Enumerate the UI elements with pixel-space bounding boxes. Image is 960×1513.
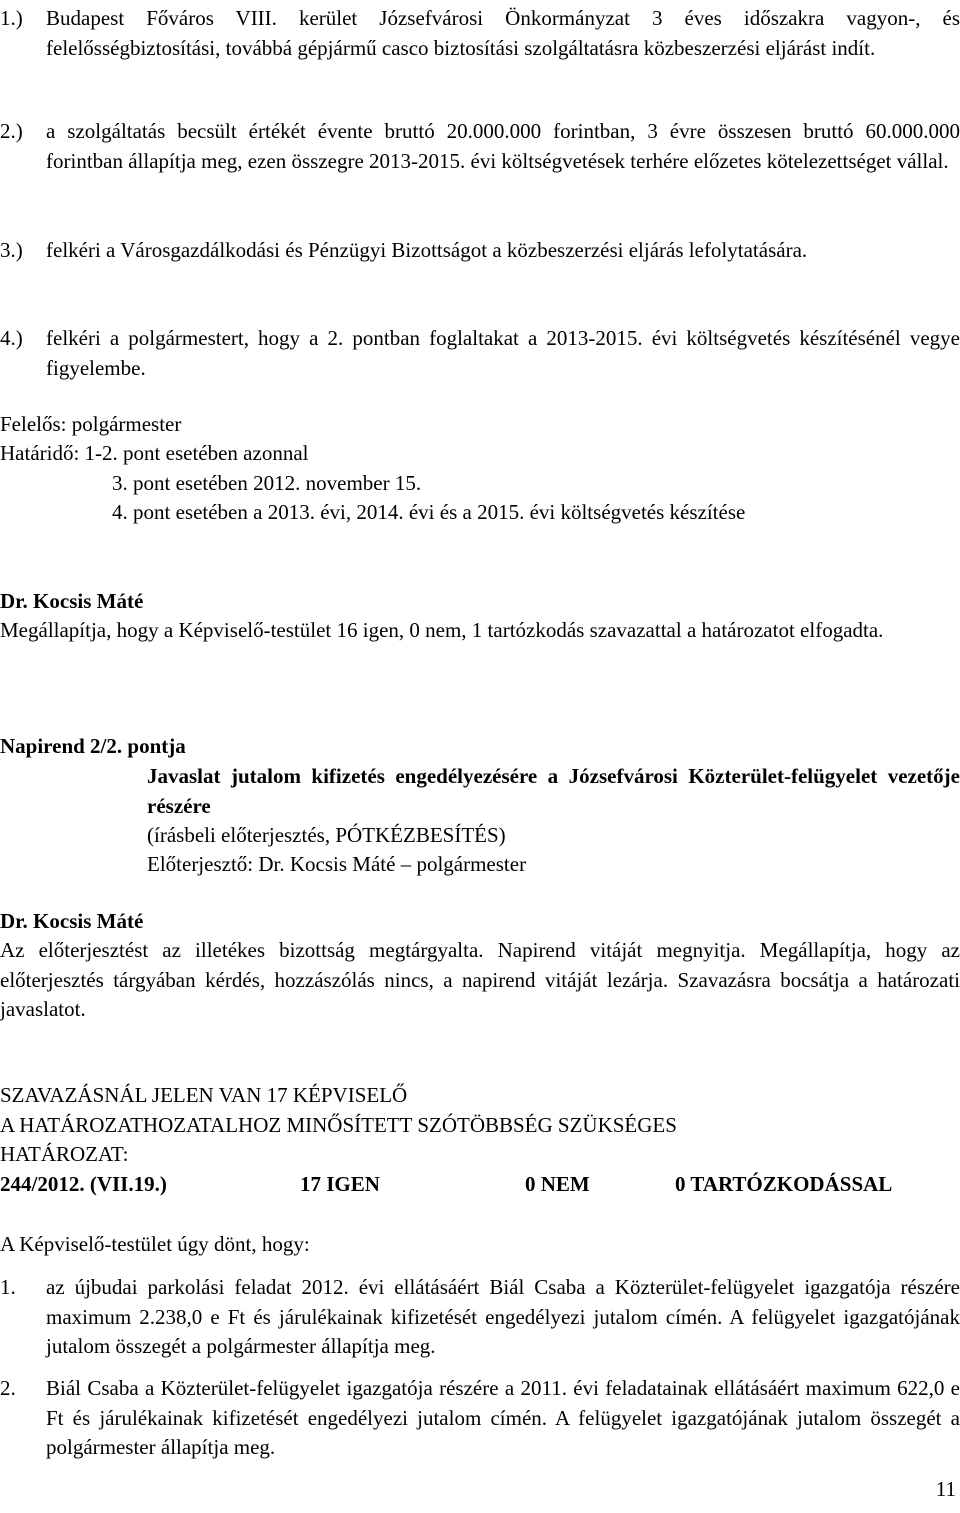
item-1 <box>0 4 960 63</box>
decision-number: 2. <box>0 1376 16 1400</box>
decision-text: az újbudai parkolási feladat 2012. évi ellátásáért Biál Csaba a Közterület-felügyelet igazgatója részére maximum 2.238,0 e Ft és járulékainak kifizetését engedélyezi jutalom címén. A felügyelet igazgatójának jutalom összegét a polgármester állapítja meg. <box>46 1275 960 1358</box>
item-text: felkéri a polgármestert, hogy a 2. pontban foglaltakat a 2013-2015. évi költségvetés készítésénél vegye figyelembe. <box>46 326 960 380</box>
speaker-name: Dr. Kocsis Máté <box>0 589 144 613</box>
item-text: felkéri a Városgazdálkodási és Pénzügyi Bizottságot a közbeszerzési eljárás lefolytatására. <box>46 238 808 262</box>
agenda-title: Javaslat jutalom kifizetés engedélyezésére a Józsefvárosi Közterület-felügyelet vezetője részére <box>147 764 960 818</box>
decision-text: Biál Csaba a Közterület-felügyelet igazgatója részére a 2011. évi feladatainak ellátásáért maximum 622,0 e Ft és járulékainak kifizetését engedélyezi jutalom címén. A felügyelet igazgatójának jutalom összegét a polgármester állapítja meg. <box>46 1376 960 1459</box>
decision-intro: A Képviselő-testület úgy dönt, hogy: <box>0 1232 310 1256</box>
decision-item-2 <box>0 1374 960 1463</box>
item-number: 3.) <box>0 238 23 262</box>
item-text: Budapest Főváros VIII. kerület Józsefvárosi Önkormányzat 3 éves időszakra vagyon-, és felelősségbiztosítási, továbbá gépjármű casco biztosítási szolgáltatásra közbeszerzési eljárást indít. <box>46 6 960 60</box>
deadline-line: 3. pont esetében 2012. november 15. <box>112 471 422 495</box>
vote-majority: A HATÁROZATHOZATALHOZ MINŐSÍTETT SZÓTÖBBSÉG SZÜKSÉGES <box>0 1113 677 1137</box>
item-2 <box>0 117 960 176</box>
speaker-statement: Az előterjesztést az illetékes bizottság megtárgyalta. Napirend vitáját megnyitja. Megállapítja, hogy az előterjesztés tárgyában kérdés, hozzászólás nincs, a napirend vitáját lezárja. Szavazásra bocsátja a határozati javaslatot. <box>0 938 960 1021</box>
vote-present: SZAVAZÁSNÁL JELEN VAN 17 KÉPVISELŐ <box>0 1083 408 1107</box>
item-number: 2.) <box>0 119 23 143</box>
item-4 <box>0 324 960 383</box>
vote-yes: 17 IGEN <box>300 1172 380 1196</box>
vote-no: 0 NEM <box>525 1172 590 1196</box>
responsible: Felelős: polgármester <box>0 412 182 436</box>
item-text: a szolgáltatás becsült értékét évente bruttó 20.000.000 forintban, 3 évre összesen bruttó 60.000.000 forintban állapítja meg, ezen összegre 2013-2015. évi költségvetések terhére előzetes kötelezettséget vállal. <box>46 119 960 173</box>
item-3 <box>0 236 960 266</box>
speaker-statement: Megállapítja, hogy a Képviselő-testület 16 igen, 0 nem, 1 tartózkodás szavazattal a határozatot elfogadta. <box>0 618 884 642</box>
resolution-label: HATÁROZAT: <box>0 1142 129 1166</box>
item-number: 4.) <box>0 326 23 350</box>
agenda-presenter: Előterjesztő: Dr. Kocsis Máté – polgármester <box>147 852 527 876</box>
deadline-line: 4. pont esetében a 2013. évi, 2014. évi és a 2015. évi költségvetés készítése <box>112 500 746 524</box>
agenda-label: Napirend 2/2. pontja <box>0 734 186 758</box>
page-number: 11 <box>935 1477 956 1501</box>
vote-abstain: 0 TARTÓZKODÁSSAL <box>675 1172 893 1196</box>
decision-item-1 <box>0 1273 960 1362</box>
deadline-line: Határidő: 1-2. pont esetében azonnal <box>0 441 309 465</box>
decision-number: 1. <box>0 1275 16 1299</box>
speaker-name: Dr. Kocsis Máté <box>0 909 144 933</box>
resolution-number: 244/2012. (VII.19.) <box>0 1172 167 1196</box>
agenda-note: (írásbeli előterjesztés, PÓTKÉZBESÍTÉS) <box>147 823 506 847</box>
resolution-result-line <box>0 1170 960 1200</box>
item-number: 1.) <box>0 6 23 30</box>
